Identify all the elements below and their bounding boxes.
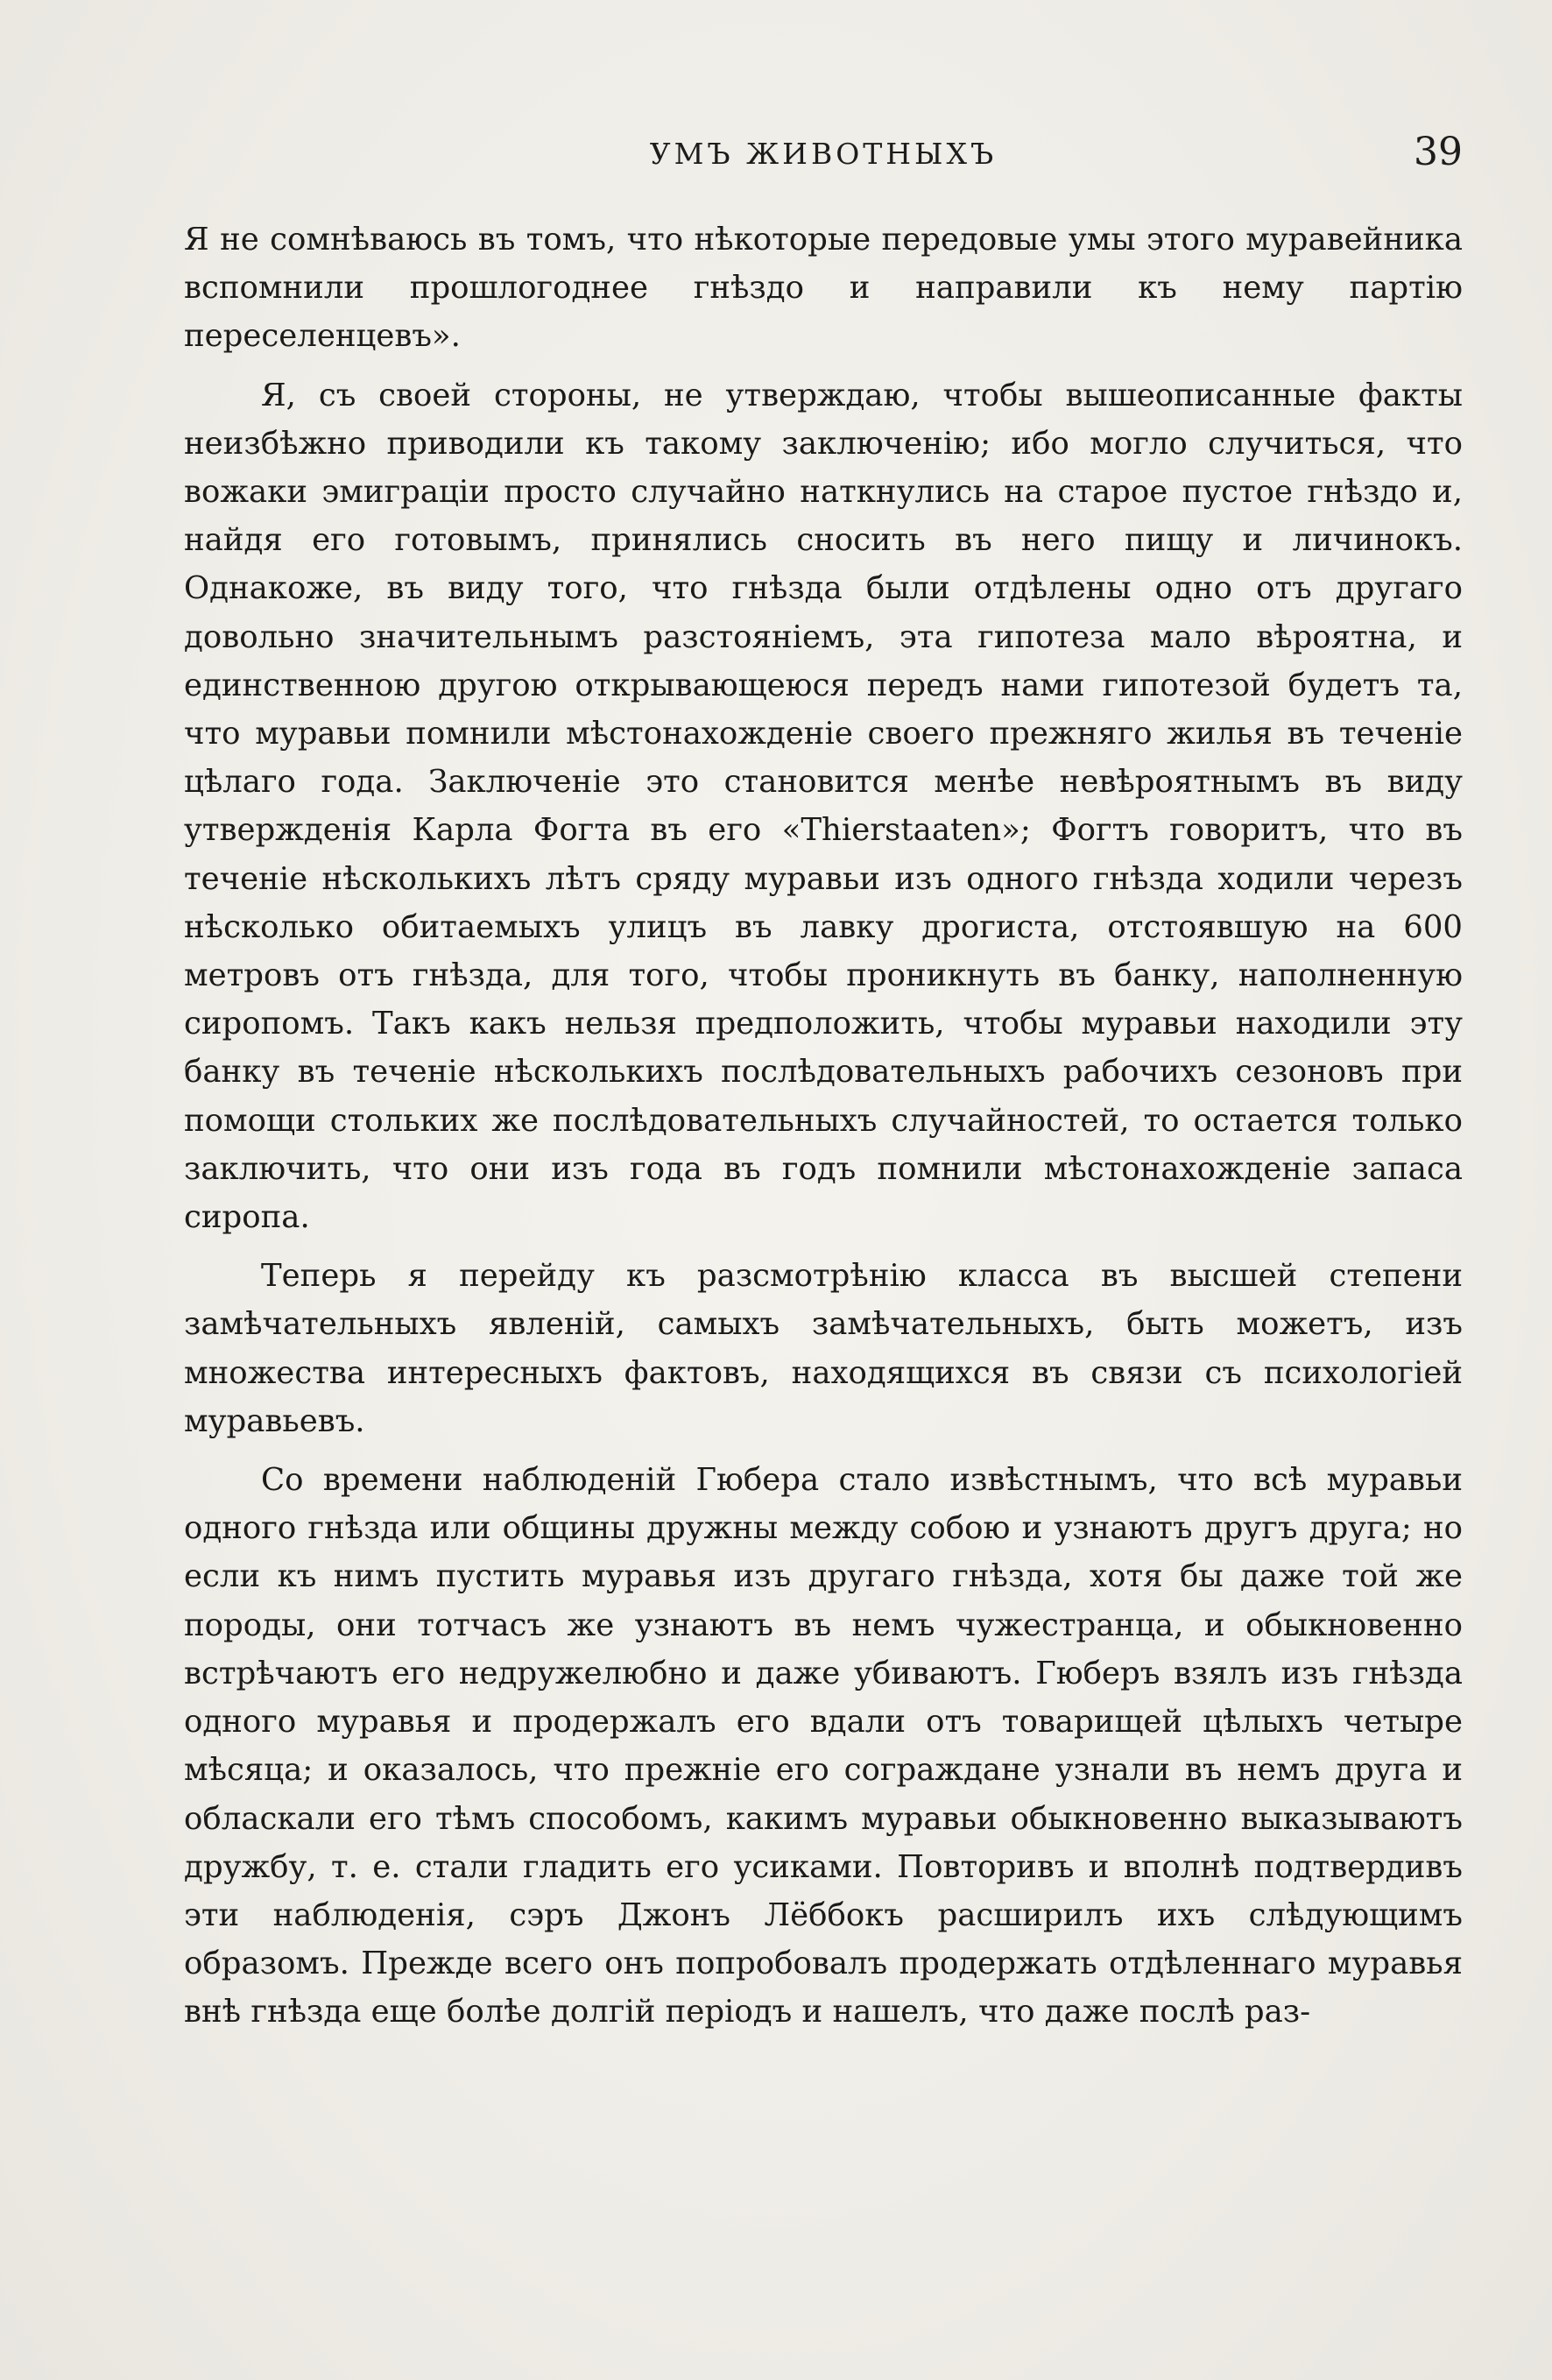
running-title: УМЪ ЖИВОТНЫХЪ <box>649 137 998 171</box>
paragraph: Со времени наблюденій Гюбера стало извѣстнымъ, что всѣ муравьи одного гнѣзда или общины дружны между собою и узнаютъ другъ друга; но если къ нимъ пустить муравья изъ другаго гнѣзда, хотя бы даже той же породы, они тотчасъ же узнаютъ въ немъ чужестранца, и обыкновенно встрѣчаютъ его недружелюбно и даже убиваютъ. Гюберъ взялъ изъ гнѣзда одного муравья и продержалъ его вдали отъ товарищей цѣлыхъ четыре мѣсяца; и оказалось, что прежніе его сограждане узнали въ немъ друга и обласкали его тѣмъ способомъ, какимъ муравьи обыкновенно выказываютъ дружбу, т. е. стали гладить его усиками. Повторивъ и вполнѣ подтвердивъ эти наблюденія, сэръ Джонъ Лёббокъ расширилъ ихъ слѣдующимъ образомъ. Прежде всего онъ попробовалъ продержать отдѣленнаго муравья внѣ гнѣзда еще болѣе долгій періодъ и нашелъ, что даже послѣ раз- <box>184 1462 1463 2030</box>
paragraph: Теперь я перейду къ разсмотрѣнію класса въ высшей степени замѣчательныхъ явленій, самыхъ замѣчательныхъ, быть можетъ, изъ множества интересныхъ фактовъ, находящихся въ связи съ психологіей муравьевъ. <box>184 1258 1463 1439</box>
paragraph: Я не сомнѣваюсь въ томъ, что нѣкоторые передовые умы этого муравейника вспомнили прошлогоднее гнѣздо и направили къ нему партію переселенцевъ». <box>184 222 1463 355</box>
page-number: 39 <box>1414 130 1463 174</box>
body-text <box>184 215 1463 2047</box>
page-header <box>184 130 1463 182</box>
paragraph: Я, съ своей стороны, не утверждаю, чтобы вышеописанные факты неизбѣжно приводили къ такому заключенію; ибо могло случиться, что вожаки эмиграціи просто случайно наткнулись на старое пустое гнѣздо и, найдя его готовымъ, принялись сносить въ него пищу и личинокъ. Однакоже, въ виду того, что гнѣзда были отдѣлены одно отъ другаго довольно значительнымъ разстояніемъ, эта гипотеза мало вѣроятна, и единственною другою открывающеюся передъ нами гипотезой будетъ та, что муравьи помнили мѣстонахожденіе своего прежняго жилья въ теченіе цѣлаго года. Заключеніе это становится менѣе невѣроятнымъ въ виду утвержденія Карла Фогта въ его «Thierstaaten»; Фогтъ говоритъ, что въ теченіе нѣсколькихъ лѣтъ сряду муравьи изъ одного гнѣзда ходили черезъ нѣсколько обитаемыхъ улицъ въ лавку дрогиста, отстоявшую на 600 метровъ отъ гнѣзда, для того, чтобы проникнуть въ банку, наполненную сиропомъ. Такъ какъ нельзя предположить, чтобы муравьи находили эту банку въ теченіе нѣсколькихъ послѣдовательныхъ рабочихъ сезоновъ при помощи стольких же послѣдовательныхъ случайностей, то остается только заключить, что они изъ года въ годъ помнили мѣстонахожденіе запаса сиропа. <box>184 377 1463 1236</box>
